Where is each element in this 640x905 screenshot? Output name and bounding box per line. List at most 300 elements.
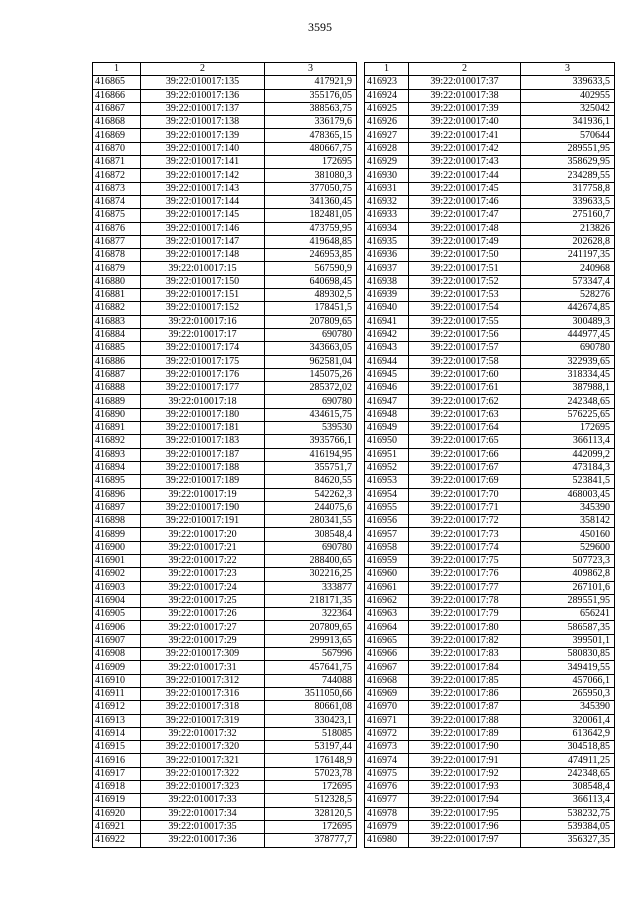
row-number: 416881 xyxy=(93,289,141,302)
cadastral-number: 39:22:010017:18 xyxy=(141,395,265,408)
column-header-3: 3 xyxy=(521,63,615,76)
table-row xyxy=(93,235,357,248)
row-number: 416894 xyxy=(93,461,141,474)
cadastral-value: 57023,78 xyxy=(265,767,357,780)
table-row xyxy=(365,820,615,833)
cadastral-number: 39:22:010017:32 xyxy=(141,727,265,740)
row-number: 416872 xyxy=(93,169,141,182)
table-row xyxy=(365,834,615,847)
cadastral-number: 39:22:010017:20 xyxy=(141,528,265,541)
cadastral-number: 39:22:010017:312 xyxy=(141,674,265,687)
table-row xyxy=(365,408,615,421)
row-number: 416883 xyxy=(93,315,141,328)
cadastral-number: 39:22:010017:69 xyxy=(409,475,521,488)
row-number: 416955 xyxy=(365,501,409,514)
cadastral-value: 442674,85 xyxy=(521,302,615,315)
cadastral-value: 507723,3 xyxy=(521,554,615,567)
row-number: 416941 xyxy=(365,315,409,328)
row-number: 416942 xyxy=(365,328,409,341)
cadastral-number: 39:22:010017:316 xyxy=(141,687,265,700)
cadastral-number: 39:22:010017:175 xyxy=(141,355,265,368)
row-number: 416924 xyxy=(365,89,409,102)
table-row xyxy=(93,581,357,594)
table-row xyxy=(93,541,357,554)
cadastral-number: 39:22:010017:92 xyxy=(409,767,521,780)
cadastral-value: 317758,8 xyxy=(521,182,615,195)
cadastral-number: 39:22:010017:82 xyxy=(409,634,521,647)
cadastral-value: 567590,9 xyxy=(265,262,357,275)
cadastral-value: 744088 xyxy=(265,674,357,687)
cadastral-value: 322364 xyxy=(265,608,357,621)
table-row xyxy=(93,501,357,514)
table-row xyxy=(365,422,615,435)
cadastral-value: 539530 xyxy=(265,422,357,435)
row-number: 416915 xyxy=(93,741,141,754)
table-row xyxy=(365,701,615,714)
cadastral-number: 39:22:010017:85 xyxy=(409,674,521,687)
cadastral-number: 39:22:010017:42 xyxy=(409,142,521,155)
cadastral-number: 39:22:010017:95 xyxy=(409,807,521,820)
table-row xyxy=(365,781,615,794)
table-row xyxy=(365,235,615,248)
cadastral-value: 53197,44 xyxy=(265,741,357,754)
row-number: 416907 xyxy=(93,634,141,647)
row-number: 416873 xyxy=(93,182,141,195)
cadastral-value: 241197,35 xyxy=(521,249,615,262)
table-row xyxy=(93,382,357,395)
table-row xyxy=(365,581,615,594)
cadastral-number: 39:22:010017:142 xyxy=(141,169,265,182)
cadastral-value: 80661,08 xyxy=(265,701,357,714)
row-number: 416971 xyxy=(365,714,409,727)
table-row xyxy=(365,767,615,780)
table-row xyxy=(93,76,357,89)
table-row xyxy=(365,89,615,102)
row-number: 416887 xyxy=(93,368,141,381)
cadastral-value: 690780 xyxy=(265,541,357,554)
row-number: 416961 xyxy=(365,581,409,594)
cadastral-value: 288400,65 xyxy=(265,554,357,567)
row-number: 416978 xyxy=(365,807,409,820)
cadastral-value: 285372,02 xyxy=(265,382,357,395)
cadastral-value: 580830,85 xyxy=(521,648,615,661)
table-row xyxy=(93,102,357,115)
cadastral-value: 178451,5 xyxy=(265,302,357,315)
row-number: 416952 xyxy=(365,461,409,474)
table-row xyxy=(93,528,357,541)
cadastral-number: 39:22:010017:86 xyxy=(409,687,521,700)
row-number: 416886 xyxy=(93,355,141,368)
table-row xyxy=(365,328,615,341)
table-row xyxy=(365,541,615,554)
column-header-2: 2 xyxy=(409,63,521,76)
cadastral-value: 434615,75 xyxy=(265,408,357,421)
table-row xyxy=(93,661,357,674)
cadastral-number: 39:22:010017:17 xyxy=(141,328,265,341)
cadastral-number: 39:22:010017:83 xyxy=(409,648,521,661)
table-row xyxy=(93,355,357,368)
row-number: 416933 xyxy=(365,209,409,222)
table-row xyxy=(365,76,615,89)
cadastral-number: 39:22:010017:51 xyxy=(409,262,521,275)
table-row xyxy=(365,102,615,115)
row-number: 416900 xyxy=(93,541,141,554)
table-row xyxy=(93,608,357,621)
row-number: 416897 xyxy=(93,501,141,514)
cadastral-number: 39:22:010017:320 xyxy=(141,741,265,754)
table-row xyxy=(93,781,357,794)
cadastral-value: 473759,95 xyxy=(265,222,357,235)
cadastral-value: 528276 xyxy=(521,289,615,302)
cadastral-number: 39:22:010017:323 xyxy=(141,781,265,794)
cadastral-number: 39:22:010017:16 xyxy=(141,315,265,328)
row-number: 416951 xyxy=(365,448,409,461)
cadastral-value: 349419,55 xyxy=(521,661,615,674)
row-number: 416934 xyxy=(365,222,409,235)
table-row xyxy=(365,289,615,302)
cadastral-value: 318334,45 xyxy=(521,368,615,381)
table-row xyxy=(93,328,357,341)
cadastral-value: 280341,55 xyxy=(265,515,357,528)
cadastral-number: 39:22:010017:84 xyxy=(409,661,521,674)
row-number: 416932 xyxy=(365,195,409,208)
cadastral-number: 39:22:010017:53 xyxy=(409,289,521,302)
row-number: 416944 xyxy=(365,355,409,368)
cadastral-number: 39:22:010017:44 xyxy=(409,169,521,182)
row-number: 416921 xyxy=(93,820,141,833)
cadastral-value: 388563,75 xyxy=(265,102,357,115)
cadastral-number: 39:22:010017:319 xyxy=(141,714,265,727)
table-row xyxy=(365,435,615,448)
table-row xyxy=(93,222,357,235)
cadastral-value: 366113,4 xyxy=(521,435,615,448)
table-row xyxy=(93,448,357,461)
table-row xyxy=(365,594,615,607)
cadastral-number: 39:22:010017:94 xyxy=(409,794,521,807)
cadastral-value: 341936,1 xyxy=(521,116,615,129)
row-number: 416946 xyxy=(365,382,409,395)
cadastral-number: 39:22:010017:189 xyxy=(141,475,265,488)
cadastral-number: 39:22:010017:88 xyxy=(409,714,521,727)
row-number: 416877 xyxy=(93,235,141,248)
table-row xyxy=(365,169,615,182)
cadastral-value: 145075,26 xyxy=(265,368,357,381)
cadastral-number: 39:22:010017:152 xyxy=(141,302,265,315)
row-number: 416898 xyxy=(93,515,141,528)
cadastral-number: 39:22:010017:90 xyxy=(409,741,521,754)
cadastral-number: 39:22:010017:174 xyxy=(141,342,265,355)
table-row xyxy=(93,554,357,567)
cadastral-value: 345390 xyxy=(521,701,615,714)
table-row xyxy=(93,262,357,275)
cadastral-value: 529600 xyxy=(521,541,615,554)
cadastral-value: 218171,35 xyxy=(265,594,357,607)
row-number: 416968 xyxy=(365,674,409,687)
cadastral-value: 202628,8 xyxy=(521,235,615,248)
row-number: 416953 xyxy=(365,475,409,488)
table-row xyxy=(365,661,615,674)
table-row xyxy=(365,515,615,528)
cadastral-value: 474911,25 xyxy=(521,754,615,767)
cadastral-value: 419648,85 xyxy=(265,235,357,248)
row-number: 416919 xyxy=(93,794,141,807)
row-number: 416903 xyxy=(93,581,141,594)
cadastral-number: 39:22:010017:318 xyxy=(141,701,265,714)
cadastral-value: 512328,5 xyxy=(265,794,357,807)
table-row xyxy=(365,382,615,395)
cadastral-value: 172695 xyxy=(265,820,357,833)
table-row xyxy=(365,648,615,661)
row-number: 416937 xyxy=(365,262,409,275)
row-number: 416925 xyxy=(365,102,409,115)
cadastral-number: 39:22:010017:37 xyxy=(409,76,521,89)
cadastral-number: 39:22:010017:34 xyxy=(141,807,265,820)
column-header-2: 2 xyxy=(141,63,265,76)
table-row xyxy=(93,422,357,435)
cadastral-value: 489302,5 xyxy=(265,289,357,302)
table-row xyxy=(93,634,357,647)
cadastral-number: 39:22:010017:71 xyxy=(409,501,521,514)
table-row xyxy=(93,289,357,302)
row-number: 416956 xyxy=(365,515,409,528)
cadastral-value: 576225,65 xyxy=(521,408,615,421)
cadastral-number: 39:22:010017:54 xyxy=(409,302,521,315)
table-row xyxy=(365,554,615,567)
table-row xyxy=(93,368,357,381)
cadastral-number: 39:22:010017:39 xyxy=(409,102,521,115)
table-row xyxy=(365,501,615,514)
table-row xyxy=(365,142,615,155)
table-row xyxy=(365,262,615,275)
cadastral-value: 343663,05 xyxy=(265,342,357,355)
table-row xyxy=(93,767,357,780)
table-row xyxy=(93,754,357,767)
cadastral-number: 39:22:010017:93 xyxy=(409,781,521,794)
cadastral-value: 3935766,1 xyxy=(265,435,357,448)
cadastral-number: 39:22:010017:60 xyxy=(409,368,521,381)
cadastral-number: 39:22:010017:180 xyxy=(141,408,265,421)
table-row xyxy=(365,156,615,169)
row-number: 416966 xyxy=(365,648,409,661)
cadastral-value: 339633,5 xyxy=(521,195,615,208)
cadastral-value: 468003,45 xyxy=(521,488,615,501)
cadastral-value: 457641,75 xyxy=(265,661,357,674)
left-table xyxy=(92,62,357,848)
cadastral-value: 308548,4 xyxy=(265,528,357,541)
cadastral-number: 39:22:010017:150 xyxy=(141,275,265,288)
right-table-body xyxy=(365,76,615,847)
row-number: 416899 xyxy=(93,528,141,541)
table-row xyxy=(93,209,357,222)
cadastral-value: 402955 xyxy=(521,89,615,102)
table-row xyxy=(93,315,357,328)
cadastral-number: 39:22:010017:176 xyxy=(141,368,265,381)
row-number: 416930 xyxy=(365,169,409,182)
cadastral-number: 39:22:010017:56 xyxy=(409,328,521,341)
cadastral-value: 275160,7 xyxy=(521,209,615,222)
cadastral-number: 39:22:010017:65 xyxy=(409,435,521,448)
cadastral-value: 690780 xyxy=(265,395,357,408)
row-number: 416965 xyxy=(365,634,409,647)
table-row xyxy=(365,448,615,461)
cadastral-value: 377050,75 xyxy=(265,182,357,195)
row-number: 416967 xyxy=(365,661,409,674)
row-number: 416980 xyxy=(365,834,409,847)
row-number: 416875 xyxy=(93,209,141,222)
table-row xyxy=(93,129,357,142)
table-row xyxy=(365,528,615,541)
cadastral-number: 39:22:010017:57 xyxy=(409,342,521,355)
cadastral-value: 322939,65 xyxy=(521,355,615,368)
cadastral-number: 39:22:010017:15 xyxy=(141,262,265,275)
row-number: 416902 xyxy=(93,568,141,581)
table-row xyxy=(93,142,357,155)
cadastral-number: 39:22:010017:74 xyxy=(409,541,521,554)
cadastral-number: 39:22:010017:66 xyxy=(409,448,521,461)
cadastral-number: 39:22:010017:322 xyxy=(141,767,265,780)
cadastral-number: 39:22:010017:63 xyxy=(409,408,521,421)
row-number: 416954 xyxy=(365,488,409,501)
table-row xyxy=(93,515,357,528)
cadastral-value: 366113,4 xyxy=(521,794,615,807)
cadastral-value: 172695 xyxy=(265,781,357,794)
cadastral-number: 39:22:010017:35 xyxy=(141,820,265,833)
table-row xyxy=(365,249,615,262)
cadastral-value: 417921,9 xyxy=(265,76,357,89)
cadastral-number: 39:22:010017:138 xyxy=(141,116,265,129)
table-row xyxy=(93,674,357,687)
row-number: 416959 xyxy=(365,554,409,567)
cadastral-value: 690780 xyxy=(265,328,357,341)
cadastral-number: 39:22:010017:77 xyxy=(409,581,521,594)
table-row xyxy=(365,195,615,208)
row-number: 416935 xyxy=(365,235,409,248)
cadastral-number: 39:22:010017:146 xyxy=(141,222,265,235)
row-number: 416948 xyxy=(365,408,409,421)
cadastral-number: 39:22:010017:23 xyxy=(141,568,265,581)
cadastral-number: 39:22:010017:64 xyxy=(409,422,521,435)
table-row xyxy=(365,129,615,142)
table-row xyxy=(93,621,357,634)
table-row xyxy=(93,714,357,727)
cadastral-value: 416194,95 xyxy=(265,448,357,461)
row-number: 416931 xyxy=(365,182,409,195)
cadastral-value: 378777,7 xyxy=(265,834,357,847)
row-number: 416938 xyxy=(365,275,409,288)
cadastral-number: 39:22:010017:97 xyxy=(409,834,521,847)
row-number: 416870 xyxy=(93,142,141,155)
table-row xyxy=(365,741,615,754)
cadastral-value: 640698,45 xyxy=(265,275,357,288)
row-number: 416911 xyxy=(93,687,141,700)
row-number: 416969 xyxy=(365,687,409,700)
row-number: 416962 xyxy=(365,594,409,607)
cadastral-number: 39:22:010017:145 xyxy=(141,209,265,222)
cadastral-value: 299913,65 xyxy=(265,634,357,647)
cadastral-number: 39:22:010017:191 xyxy=(141,515,265,528)
table-row xyxy=(93,395,357,408)
table-row xyxy=(365,182,615,195)
row-number: 416912 xyxy=(93,701,141,714)
cadastral-value: 182481,05 xyxy=(265,209,357,222)
table-row xyxy=(365,807,615,820)
cadastral-value: 328120,5 xyxy=(265,807,357,820)
table-row xyxy=(93,687,357,700)
table-row xyxy=(365,275,615,288)
cadastral-value: 358629,95 xyxy=(521,156,615,169)
cadastral-value: 336179,6 xyxy=(265,116,357,129)
table-row xyxy=(365,342,615,355)
row-number: 416958 xyxy=(365,541,409,554)
cadastral-value: 246953,85 xyxy=(265,249,357,262)
row-number: 416923 xyxy=(365,76,409,89)
cadastral-value: 265950,3 xyxy=(521,687,615,700)
cadastral-number: 39:22:010017:140 xyxy=(141,142,265,155)
row-number: 416867 xyxy=(93,102,141,115)
row-number: 416901 xyxy=(93,554,141,567)
cadastral-value: 409862,8 xyxy=(521,568,615,581)
table-row xyxy=(93,834,357,847)
row-number: 416976 xyxy=(365,781,409,794)
cadastral-number: 39:22:010017:47 xyxy=(409,209,521,222)
row-number: 416973 xyxy=(365,741,409,754)
left-table-body xyxy=(93,76,357,847)
cadastral-value: 242348,65 xyxy=(521,767,615,780)
table-row xyxy=(93,435,357,448)
table-row xyxy=(93,701,357,714)
row-number: 416913 xyxy=(93,714,141,727)
cadastral-value: 444977,45 xyxy=(521,328,615,341)
cadastral-number: 39:22:010017:43 xyxy=(409,156,521,169)
table-row xyxy=(365,475,615,488)
table-row xyxy=(93,195,357,208)
cadastral-number: 39:22:010017:48 xyxy=(409,222,521,235)
row-number: 416926 xyxy=(365,116,409,129)
cadastral-number: 39:22:010017:72 xyxy=(409,515,521,528)
cadastral-value: 613642,9 xyxy=(521,727,615,740)
cadastral-number: 39:22:010017:96 xyxy=(409,820,521,833)
cadastral-number: 39:22:010017:147 xyxy=(141,235,265,248)
cadastral-value: 450160 xyxy=(521,528,615,541)
cadastral-value: 480667,75 xyxy=(265,142,357,155)
cadastral-value: 172695 xyxy=(265,156,357,169)
cadastral-number: 39:22:010017:89 xyxy=(409,727,521,740)
cadastral-value: 387988,1 xyxy=(521,382,615,395)
cadastral-number: 39:22:010017:55 xyxy=(409,315,521,328)
cadastral-number: 39:22:010017:321 xyxy=(141,754,265,767)
cadastral-number: 39:22:010017:177 xyxy=(141,382,265,395)
page-number: 3595 xyxy=(308,20,332,34)
cadastral-value: 356327,35 xyxy=(521,834,615,847)
cadastral-number: 39:22:010017:183 xyxy=(141,435,265,448)
cadastral-number: 39:22:010017:62 xyxy=(409,395,521,408)
cadastral-number: 39:22:010017:190 xyxy=(141,501,265,514)
cadastral-value: 656241 xyxy=(521,608,615,621)
cadastral-number: 39:22:010017:40 xyxy=(409,116,521,129)
cadastral-number: 39:22:010017:21 xyxy=(141,541,265,554)
row-number: 416871 xyxy=(93,156,141,169)
row-number: 416910 xyxy=(93,674,141,687)
row-number: 416975 xyxy=(365,767,409,780)
cadastral-number: 39:22:010017:148 xyxy=(141,249,265,262)
row-number: 416947 xyxy=(365,395,409,408)
cadastral-number: 39:22:010017:181 xyxy=(141,422,265,435)
cadastral-number: 39:22:010017:76 xyxy=(409,568,521,581)
row-number: 416945 xyxy=(365,368,409,381)
cadastral-value: 345390 xyxy=(521,501,615,514)
cadastral-number: 39:22:010017:24 xyxy=(141,581,265,594)
table-row xyxy=(93,648,357,661)
